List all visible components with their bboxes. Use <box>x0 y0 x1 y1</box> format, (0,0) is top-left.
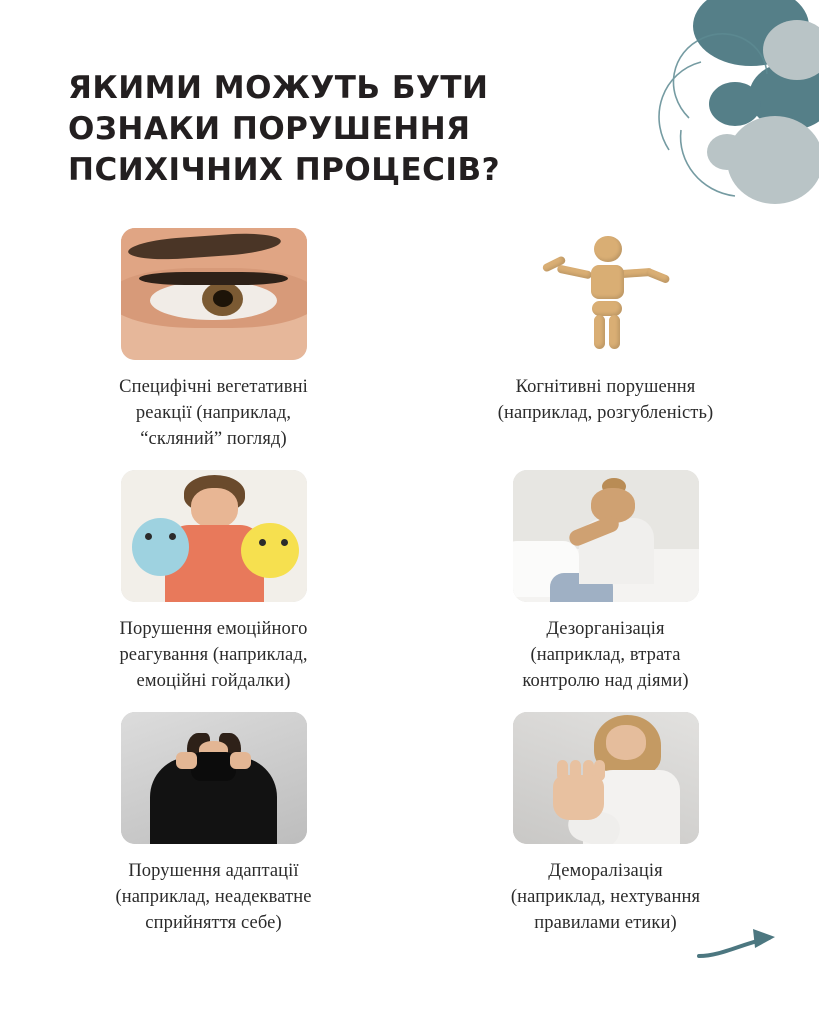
signs-row <box>0 470 819 694</box>
signs-grid <box>0 228 819 936</box>
sign-caption <box>522 616 688 694</box>
sign-item-adaptation-disorder <box>66 712 362 936</box>
next-slide-arrow[interactable] <box>695 926 781 966</box>
caption-line: (наприклад, неадекватне <box>115 887 312 907</box>
caption-line: Деморалізація <box>548 861 663 881</box>
page-title-line-1: ЯКИМИ МОЖУТЬ БУТИ <box>68 70 489 106</box>
caption-line: (наприклад, втрата <box>530 645 681 665</box>
sign-item-demoralization <box>458 712 754 936</box>
caption-line: Порушення емоційного <box>119 619 308 639</box>
woman-head-in-hands-photo <box>513 470 699 602</box>
caption-line: сприйняття себе) <box>145 913 282 933</box>
caption-line: Когнітивні порушення <box>515 377 696 397</box>
woman-raised-palm-photo <box>513 712 699 844</box>
caption-line: (наприклад, розгубленість) <box>497 403 714 423</box>
caption-line: “скляний” погляд) <box>140 429 287 449</box>
caption-line: емоційні гойдалки) <box>136 671 291 691</box>
wooden-mannequin-photo <box>513 228 699 360</box>
signs-row <box>0 712 819 936</box>
sign-item-disorganization <box>458 470 754 694</box>
sign-item-emotional-response <box>66 470 362 694</box>
sign-caption <box>119 374 308 452</box>
sign-caption <box>511 858 700 936</box>
sign-caption <box>498 374 714 426</box>
caption-line: Порушення адаптації <box>128 861 299 881</box>
caption-line: Дезорганізація <box>546 619 665 639</box>
page-title-line-2: ОЗНАКИ ПОРУШЕННЯ <box>68 111 471 147</box>
signs-row <box>0 228 819 452</box>
close-up-eye-photo <box>121 228 307 360</box>
page-title <box>68 68 588 191</box>
sign-item-cognitive-disorders <box>458 228 754 452</box>
caption-line: реагування (наприклад, <box>119 645 308 665</box>
caption-line: (наприклад, нехтування <box>510 887 701 907</box>
caption-line: контролю над діями) <box>522 671 689 691</box>
page-title-line-3: ПСИХІЧНИХ ПРОЦЕСІВ? <box>68 152 501 188</box>
person-hiding-in-turtleneck-photo <box>121 712 307 844</box>
caption-line: реакції (наприклад, <box>135 403 292 423</box>
caption-line: Специфічні вегетативні <box>119 377 308 397</box>
sign-caption <box>115 858 311 936</box>
boy-holding-smiley-masks-photo <box>121 470 307 602</box>
sign-caption <box>119 616 307 694</box>
caption-line: правилами етики) <box>534 913 677 933</box>
sign-item-autonomic-reactions <box>66 228 362 452</box>
